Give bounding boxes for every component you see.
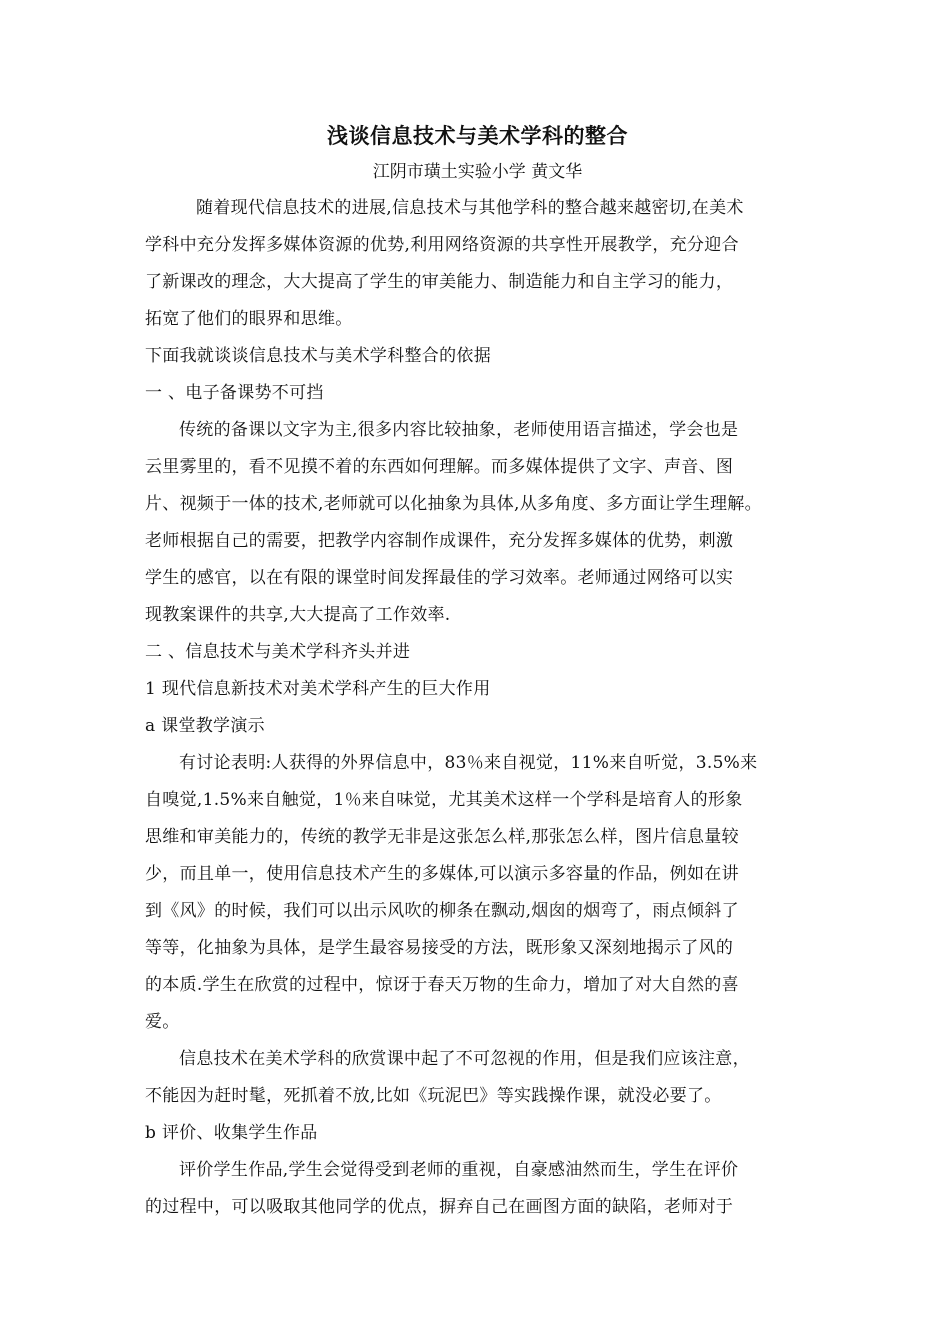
text-line: 了新课改的理念，大大提高了学生的审美能力、制造能力和自主学习的能力， [145, 272, 734, 292]
text-line: 等等，化抽象为具体，是学生最容易接受的方法，既形象又深刻地揭示了风的 [145, 938, 734, 958]
text-line: 到《风》的时候，我们可以出示风吹的柳条在飘动,烟囱的烟弯了，雨点倾斜了 [145, 901, 739, 921]
text-line: 信息技术在美术学科的欣赏课中起了不可忽视的作用，但是我们应该注意， [179, 1049, 750, 1069]
text-line: 传统的备课以文字为主,很多内容比较抽象，老师使用语言描述，学会也是 [179, 420, 739, 440]
subsection-a-paragraph-2 [145, 1041, 810, 1115]
subsection1-heading: 1 现代信息新技术对美术学科产生的巨大作用 [145, 679, 491, 699]
text-line: 云里雾里的，看不见摸不着的东西如何理解。而多媒体提供了文字、声音、图 [145, 457, 734, 477]
text-line: 片、视频于一体的技术,老师就可以化抽象为具体,从多角度、多方面让学生理解。 [145, 494, 762, 514]
text-line: 的本质.学生在欣赏的过程中，惊讶于春天万物的生命力，增加了对大自然的喜 [145, 975, 739, 995]
text-line: 思维和审美能力的，传统的教学无非是这张怎么样,那张怎么样，图片信息量较 [145, 827, 739, 847]
section1-heading: 一 、电子备课势不可挡 [145, 383, 324, 403]
text-line: 少，而且单一，使用信息技术产生的多媒体,可以演示多容量的作品，例如在讲 [145, 864, 739, 884]
section1-paragraph [145, 412, 810, 634]
text-line: 自嗅觉,1.5%来自触觉，1％来自味觉，尤其美术这样一个学科是培育人的形象 [145, 790, 743, 810]
section2-heading: 二 、信息技术与美术学科齐头并进 [145, 642, 411, 662]
text-line: 有讨论表明:人获得的外界信息中，83％来自视觉，11%来自听觉，3.5%来 [179, 753, 758, 773]
text-line: 爱。 [145, 1012, 180, 1032]
text-line: 拓宽了他们的眼界和思维。 [145, 309, 353, 329]
text-line: 学科中充分发挥多媒体资源的优势,利用网络资源的共享性开展教学，充分迎合 [145, 235, 739, 255]
intro-paragraph [145, 190, 810, 338]
text-line: 不能因为赶时髦，死抓着不放,比如《玩泥巴》等实践操作课，就没必要了。 [145, 1086, 722, 1106]
subsection-a-heading: a 课堂教学演示 [145, 716, 265, 736]
subsection-a-paragraph [145, 745, 810, 1041]
document-title: 浅谈信息技术与美术学科的整合 [327, 123, 628, 148]
text-line: 评价学生作品,学生会觉得受到老师的重视，自豪感油然而生，学生在评价 [179, 1160, 739, 1180]
text-line: 学生的感官，以在有限的课堂时间发挥最佳的学习效率。老师通过网络可以实 [145, 568, 734, 588]
document-author: 江阴市璜土实验小学 黄文华 [372, 162, 583, 182]
subsection-b-heading: b 评价、收集学生作品 [145, 1123, 318, 1143]
lead-sentence: 下面我就谈谈信息技术与美术学科整合的依据 [145, 346, 491, 366]
text-line: 老师根据自己的需要，把教学内容制作成课件，充分发挥多媒体的优势，刺激 [145, 531, 734, 551]
text-line: 的过程中，可以吸取其他同学的优点，摒弃自己在画图方面的缺陷，老师对于 [145, 1197, 734, 1217]
subsection-b-paragraph [145, 1152, 810, 1226]
text-line: 现教案课件的共享,大大提高了工作效率. [145, 605, 451, 625]
text-line: 随着现代信息技术的进展,信息技术与其他学科的整合越来越密切,在美术 [196, 198, 744, 218]
